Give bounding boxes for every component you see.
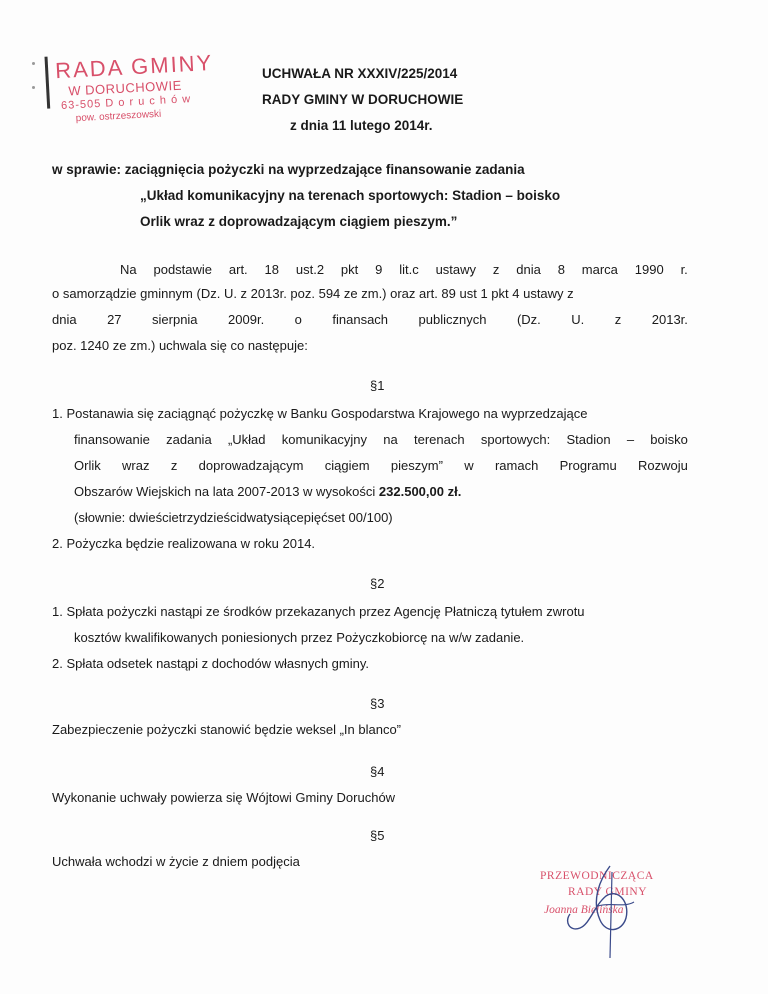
- section-1-word: doprowadzającym: [198, 458, 304, 473]
- section-1-word: zadania: [166, 432, 212, 447]
- section-1-word: w: [464, 458, 474, 473]
- section-1-item-1-line-4: [74, 484, 461, 499]
- preamble-word: publicznych: [418, 312, 487, 327]
- resolution-number: UCHWAŁA NR XXXIV/225/2014: [262, 66, 458, 81]
- section-1-word: Rozwoju: [638, 458, 688, 473]
- stamp-line-4: pow. ostrzeszowski: [75, 108, 162, 125]
- chairwoman-signature-stamp: [540, 862, 700, 962]
- signature-name: Joanna Bielińska: [544, 904, 624, 916]
- section-1-word: –: [626, 432, 635, 447]
- stamp-line-3: 63-505 D o r u c h ó w: [60, 93, 192, 112]
- preamble-word: finansach: [332, 312, 389, 327]
- section-1-word: terenach: [414, 432, 465, 447]
- preamble-line-3: [52, 312, 688, 327]
- section-2-heading: §2: [370, 576, 385, 591]
- preamble-word: z: [492, 262, 500, 277]
- preamble-word: dnia: [516, 262, 541, 277]
- preamble-word: r.: [680, 262, 688, 277]
- preamble-word: sierpnia: [152, 312, 198, 327]
- preamble-word: 2013r.: [651, 312, 688, 327]
- preamble-word: art.: [228, 262, 248, 277]
- section-3-text: Zabezpieczenie pożyczki stanowić będzie weksel „In blanco”: [52, 722, 402, 737]
- preamble-word: 1990: [634, 262, 664, 277]
- section-1-item-2: 2. Pożyczka będzie realizowana w roku 2014.: [52, 536, 316, 551]
- section-1-word: Programu: [559, 458, 617, 473]
- preamble-word: 2009r.: [228, 312, 265, 327]
- preamble-word: 18: [264, 262, 280, 277]
- section-1-item-1-line-2: [74, 432, 688, 447]
- preamble-word: 27: [107, 312, 122, 327]
- subject-line-2: „Układ komunikacyjny na terenach sportowych: Stadion – boisko: [140, 188, 561, 203]
- signature-council: RADY GMINY: [568, 886, 648, 898]
- preamble-line-1: [120, 262, 688, 277]
- section-1-word: z: [170, 458, 178, 473]
- section-1-word: komunikacyjny: [281, 432, 368, 447]
- section-1-item-1-line-3: [74, 458, 688, 473]
- section-2-item-2: 2. Spłata odsetek nastąpi z dochodów własnych gminy.: [52, 656, 369, 671]
- section-1-word: Orlik: [74, 458, 101, 473]
- section-1-word: sportowych:: [480, 432, 551, 447]
- section-3-heading: §3: [370, 696, 385, 711]
- section-2-item-1-line-2: kosztów kwalifikowanych poniesionych przez Pożyczkobiorcę na w/w zadanie.: [74, 630, 525, 645]
- amount-prefix: Obszarów Wiejskich na lata 2007-2013 w wysokości: [74, 484, 379, 499]
- section-1-word: pieszym”: [390, 458, 443, 473]
- stamp-bar: [45, 57, 51, 109]
- section-4-heading: §4: [370, 764, 385, 779]
- resolution-date: z dnia 11 lutego 2014r.: [290, 118, 433, 133]
- section-1-amount-in-words: (słownie: dwieścietrzydzieścidwatysiącepięćset 00/100): [74, 510, 393, 525]
- section-1-word: ramach: [494, 458, 539, 473]
- margin-dot: [32, 62, 35, 65]
- section-4-text: Wykonanie uchwały powierza się Wójtowi Gminy Doruchów: [52, 790, 396, 805]
- council-name: RADY GMINY W DORUCHOWIE: [262, 92, 464, 107]
- section-1-word: finansowanie: [74, 432, 150, 447]
- subject-line-3: Orlik wraz z doprowadzającym ciągiem pieszym.”: [140, 214, 458, 229]
- section-2-item-1-line-1: 1. Spłata pożyczki nastąpi ze środków przekazanych przez Agencję Płatniczą tytułem zwrotu: [52, 604, 585, 619]
- section-1-word: ciągiem: [324, 458, 370, 473]
- preamble-word: U.: [571, 312, 585, 327]
- preamble-line-2: o samorządzie gminnym (Dz. U. z 2013r. poz. 594 ze zm.) oraz art. 89 ust 1 pkt 4 ustawy z: [52, 286, 574, 301]
- handwritten-signature: [540, 862, 700, 962]
- preamble-word: ustawy: [435, 262, 477, 277]
- section-1-word: na: [383, 432, 398, 447]
- preamble-word: pkt: [340, 262, 359, 277]
- preamble-word: marca: [581, 262, 618, 277]
- section-1-word: wraz: [122, 458, 150, 473]
- council-stamp: [44, 33, 228, 132]
- section-1-heading: §1: [370, 378, 385, 393]
- margin-dot: [32, 86, 35, 89]
- preamble-word: 9: [375, 262, 383, 277]
- loan-amount: 232.500,00 zł.: [378, 484, 462, 499]
- section-1-word: „Układ: [227, 432, 266, 447]
- stamp-line-2: W DORUCHOWIE: [67, 77, 183, 99]
- stamp-line-1: RADA GMINY: [54, 49, 214, 84]
- preamble-word: (Dz.: [516, 312, 541, 327]
- section-5-heading: §5: [370, 828, 385, 843]
- signature-title: PRZEWODNICZĄCA: [540, 870, 654, 882]
- preamble-word: podstawie: [153, 262, 213, 277]
- preamble-line-4: poz. 1240 ze zm.) uchwala się co następuje:: [52, 338, 308, 353]
- preamble-word: o: [294, 312, 302, 327]
- section-5-text: Uchwała wchodzi w życie z dniem podjęcia: [52, 854, 300, 869]
- preamble-word: ust.2: [295, 262, 325, 277]
- subject-line-1: w sprawie: zaciągnięcia pożyczki na wyprzedzające finansowanie zadania: [52, 162, 525, 177]
- section-1-word: boisko: [650, 432, 688, 447]
- preamble-word: 8: [557, 262, 565, 277]
- preamble-word: lit.c: [399, 262, 419, 277]
- section-1-word: Stadion: [566, 432, 611, 447]
- section-1-item-1-line-1: 1. Postanawia się zaciągnąć pożyczkę w Banku Gospodarstwa Krajowego na wyprzedzające: [52, 406, 588, 421]
- preamble-word: z: [614, 312, 622, 327]
- preamble-word: Na: [120, 262, 137, 277]
- preamble-word: dnia: [52, 312, 77, 327]
